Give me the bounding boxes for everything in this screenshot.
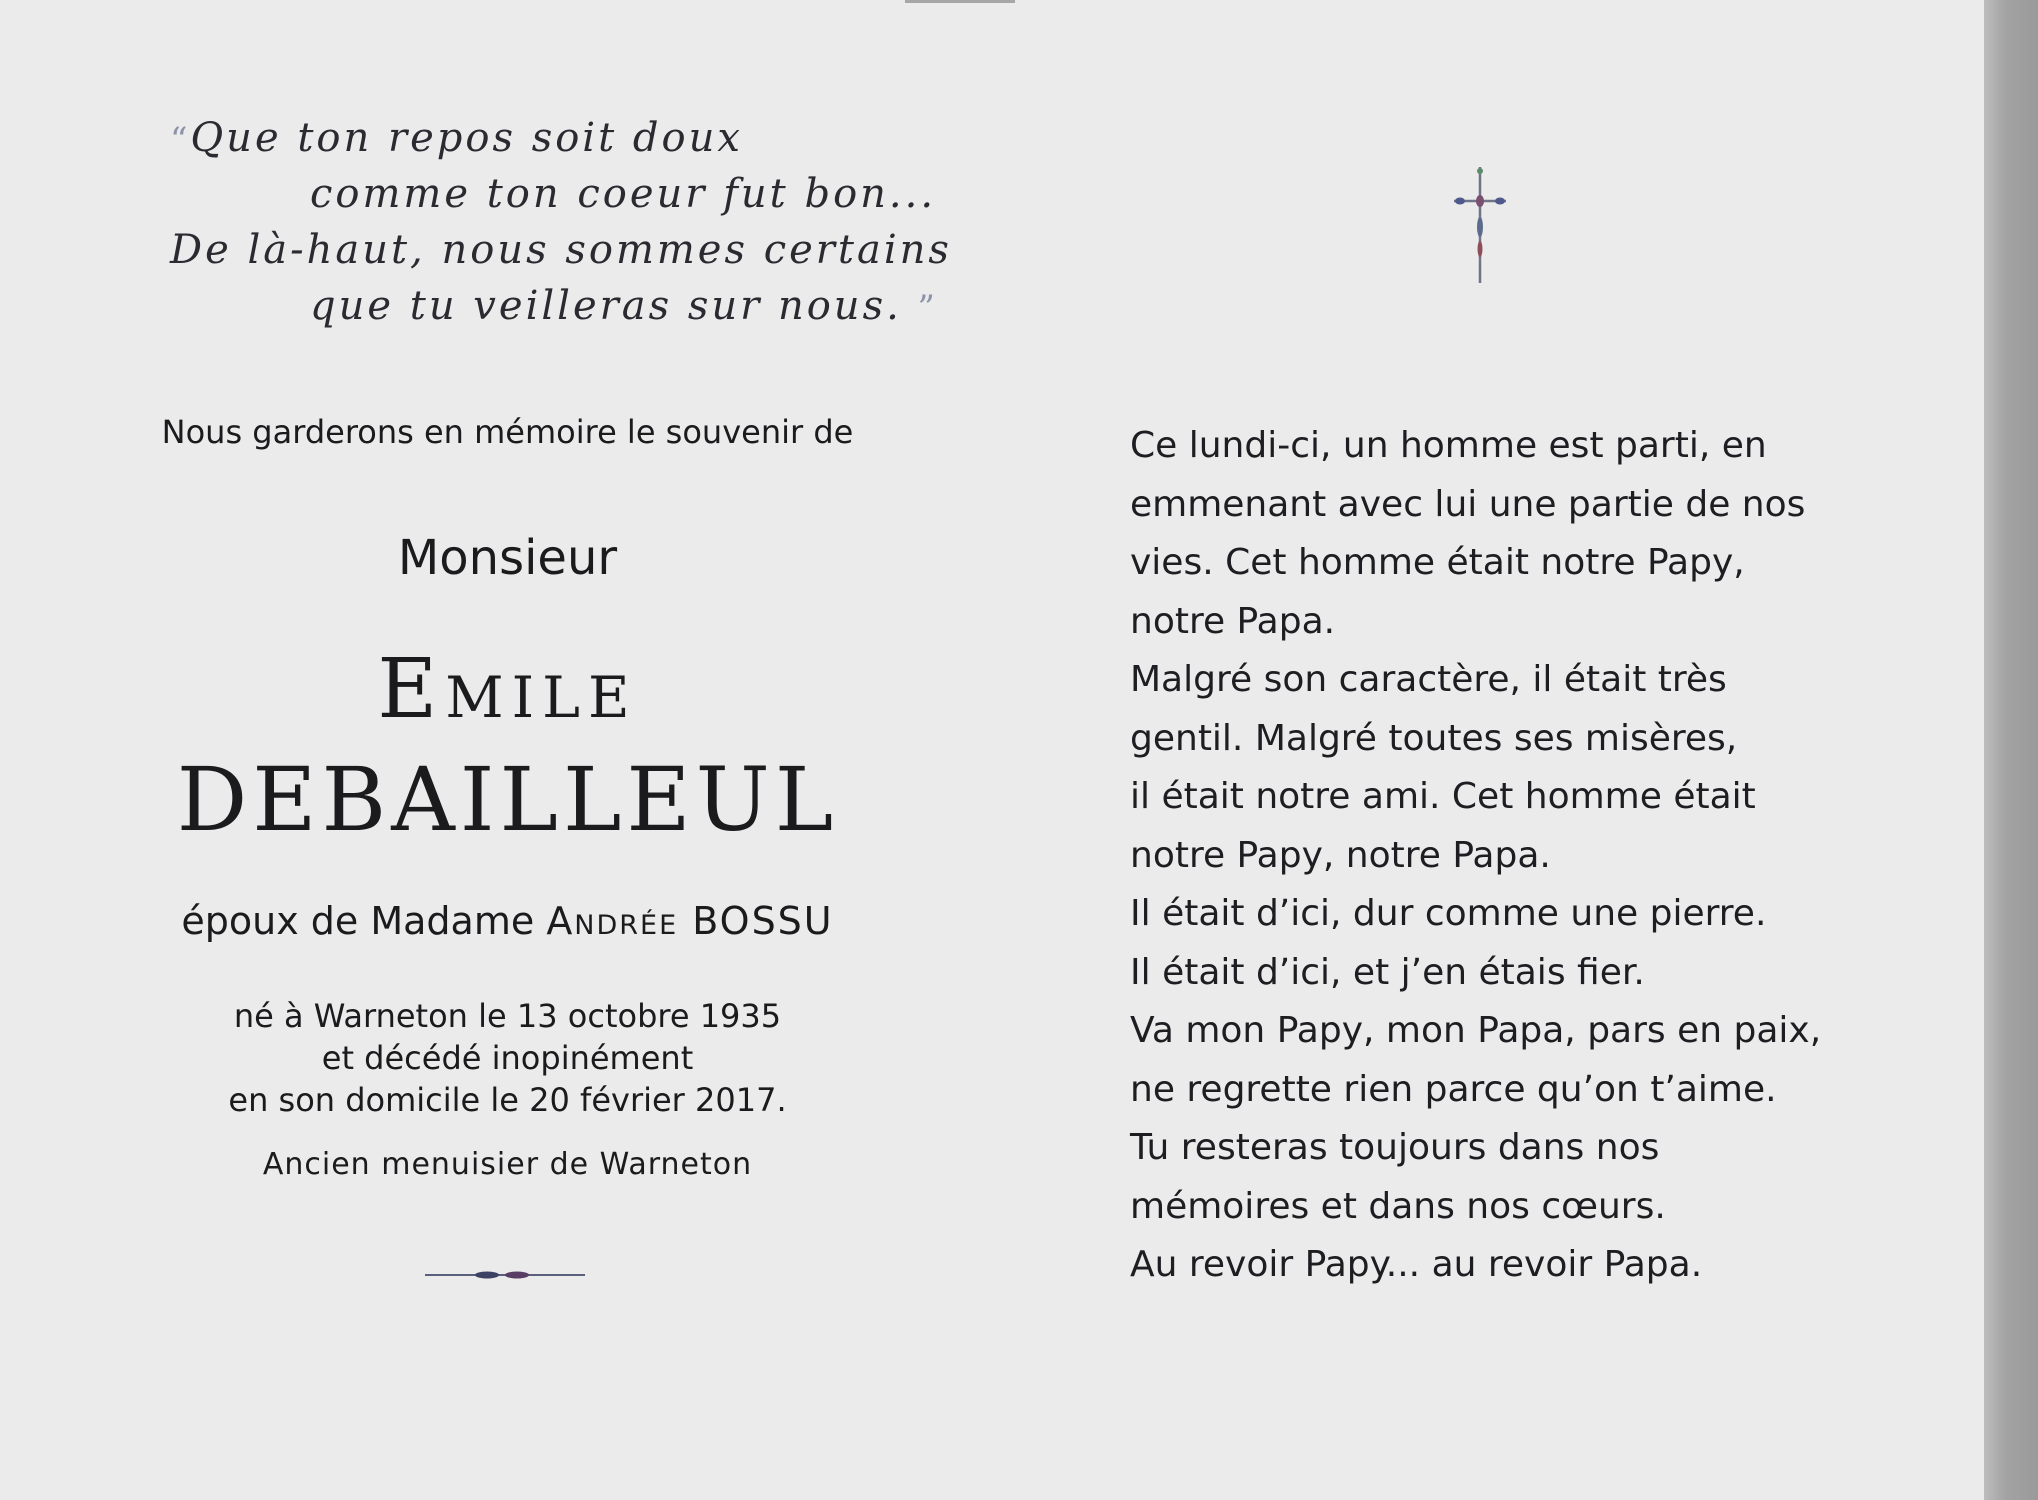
tribute-line: gentil. Malgré toutes ses misères, <box>1130 717 1738 759</box>
first-name: Emile <box>377 642 638 737</box>
tribute-line: ne regrette rien parce qu’on t’aime. <box>1130 1068 1777 1110</box>
tribute-text <box>1130 417 1970 1295</box>
tribute-line: vies. Cet homme était notre Papy, <box>1130 542 1745 583</box>
honorific-title: Monsieur <box>397 530 618 586</box>
intro-text: Nous garderons en mémoire le souvenir de <box>161 413 854 451</box>
tribute-line: mémoires et dans nos cœurs. <box>1130 1185 1666 1227</box>
spouse-line <box>100 896 915 946</box>
tribute-line: Tu resteras toujours dans nos <box>1130 1127 1660 1168</box>
life-dates <box>100 995 915 1121</box>
poem <box>170 110 952 360</box>
tribute-line: Au revoir Papy... au revoir Papa. <box>1130 1244 1703 1285</box>
poem-line <box>310 278 938 336</box>
spouse-prefix: époux de Madame <box>181 899 547 943</box>
scan-edge <box>1984 0 2038 1500</box>
poem-line: comme ton coeur fut bon... <box>310 171 937 217</box>
cross-icon <box>1450 165 1510 285</box>
death-line: et décédé inopinément <box>321 1039 694 1077</box>
tribute-line: Va mon Papy, mon Papa, pars en paix, <box>1130 1010 1822 1051</box>
open-quote-mark: “ <box>170 120 191 160</box>
tribute-line: Il était d’ici, et j’en étais fier. <box>1130 951 1645 993</box>
poem-line-text: que tu veilleras sur nous. <box>310 283 902 329</box>
close-quote-mark: ” <box>917 288 938 328</box>
poem-line <box>170 110 743 168</box>
tribute-line: il était notre ami. Cet homme était <box>1130 776 1756 817</box>
tribute-line: emmenant avec lui une partie de nos <box>1130 483 1806 525</box>
divider-ornament-icon <box>425 1268 585 1282</box>
death-place-line: en son domicile le 20 février 2017. <box>228 1081 787 1119</box>
tribute-line: Il était d’ici, dur comme une pierre. <box>1130 893 1767 934</box>
tribute-line: Malgré son caractère, il était très <box>1130 659 1727 700</box>
last-name: DEBAILLEUL <box>176 748 839 851</box>
tribute-line: Ce lundi-ci, un homme est parti, en <box>1130 425 1767 466</box>
poem-line: De là-haut, nous sommes certains <box>170 227 952 273</box>
scan-mark <box>905 0 1015 3</box>
tribute-line: notre Papa. <box>1130 600 1336 642</box>
profession: Ancien menuisier de Warneton <box>262 1147 753 1182</box>
poem-line-text: Que ton repos soit doux <box>190 115 743 161</box>
birth-line: né à Warneton le 13 octobre 1935 <box>233 997 782 1035</box>
tribute-line: notre Papy, notre Papa. <box>1130 834 1551 876</box>
spouse-name: Andrée BOSSU <box>546 899 834 943</box>
